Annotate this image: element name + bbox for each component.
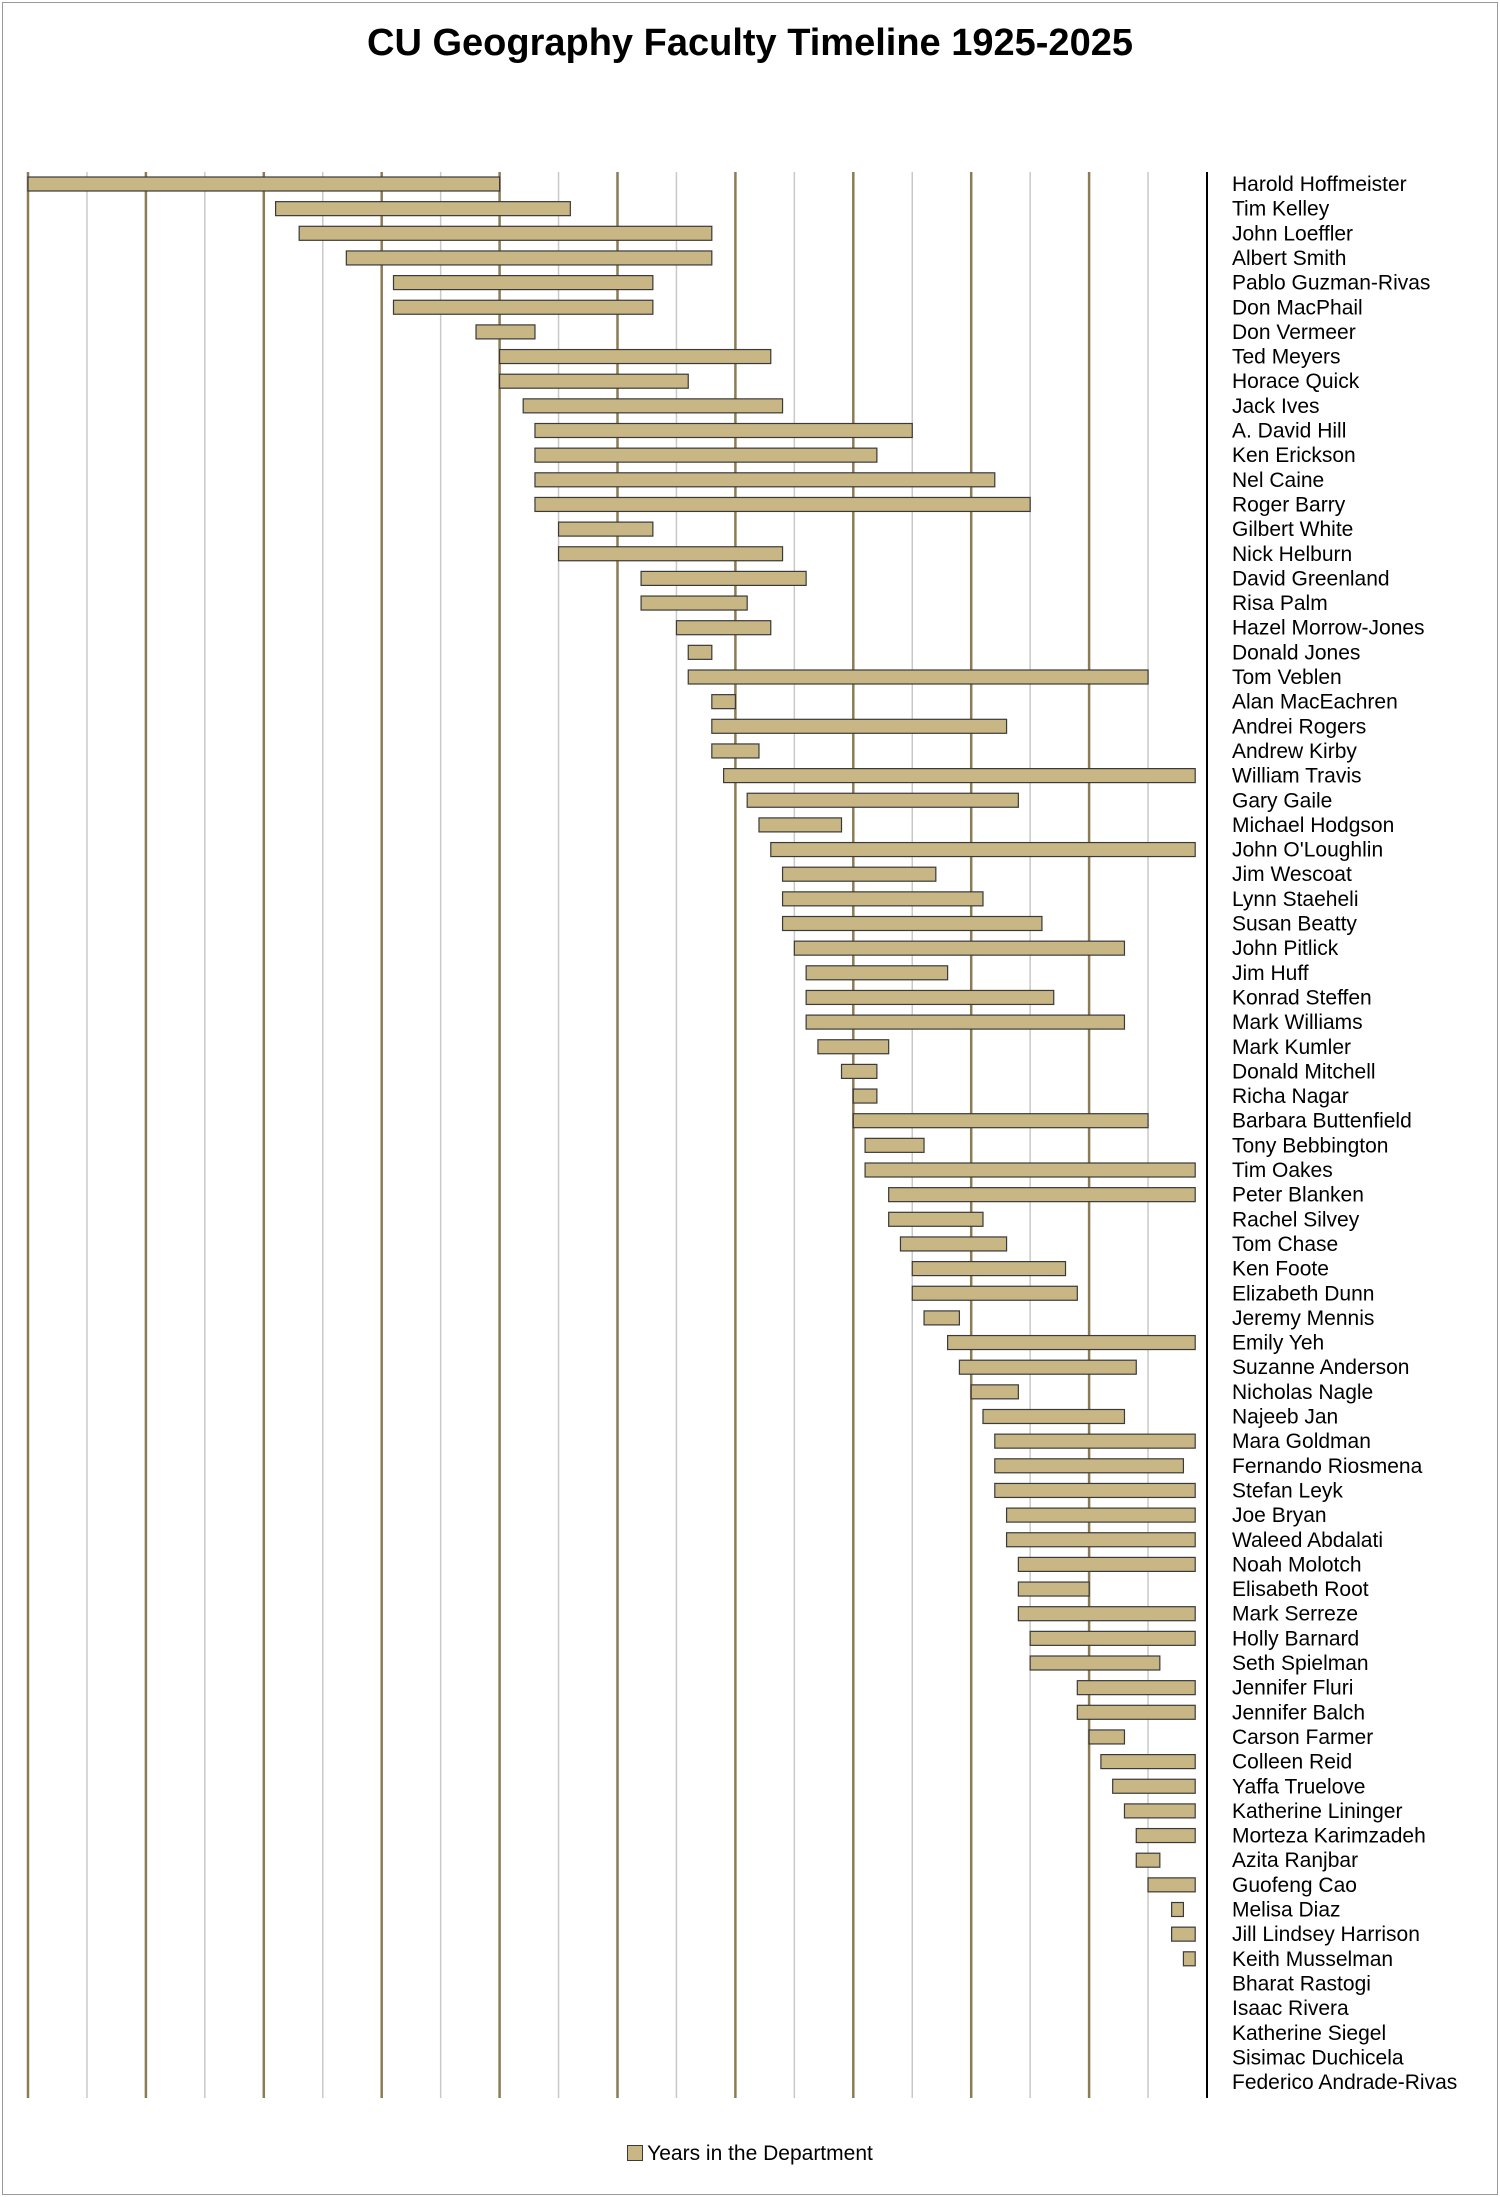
faculty-name-label: Elisabeth Root — [1232, 1578, 1369, 1602]
faculty-name-label: Holly Barnard — [1232, 1627, 1360, 1651]
tenure-bar — [688, 670, 1148, 684]
faculty-name-label: Mark Kumler — [1232, 1035, 1352, 1059]
tenure-bar — [346, 251, 711, 265]
faculty-name-label: Barbara Buttenfield — [1232, 1109, 1412, 1133]
faculty-name-label: Stefan Leyk — [1232, 1479, 1343, 1503]
faculty-name-label: Konrad Steffen — [1232, 986, 1372, 1010]
faculty-name-label: Ted Meyers — [1232, 345, 1341, 369]
faculty-name-label: Azita Ranjbar — [1232, 1849, 1359, 1873]
tenure-bar — [1172, 1903, 1184, 1917]
faculty-name-label: Jeremy Mennis — [1232, 1306, 1375, 1330]
tenure-bar — [641, 596, 747, 610]
faculty-name-label: Hazel Morrow-Jones — [1232, 616, 1425, 640]
faculty-name-label: Nel Caine — [1232, 468, 1325, 492]
faculty-name-label: Colleen Reid — [1232, 1750, 1353, 1774]
faculty-name-label: Donald Mitchell — [1232, 1060, 1376, 1084]
faculty-name-label: Seth Spielman — [1232, 1652, 1369, 1675]
tenure-bar — [1148, 1878, 1195, 1892]
tenure-bar — [995, 1459, 1184, 1473]
faculty-name-label: Gary Gaile — [1232, 789, 1333, 813]
tenure-bar — [712, 744, 759, 758]
faculty-name-label: Katherine Siegel — [1232, 2021, 1387, 2045]
faculty-name-label: John O'Loughlin — [1232, 838, 1384, 862]
faculty-name-label: Morteza Karimzadeh — [1232, 1824, 1426, 1848]
faculty-name-label: Susan Beatty — [1232, 912, 1357, 936]
tenure-bar — [1018, 1582, 1089, 1596]
tenure-bar — [1030, 1656, 1160, 1670]
faculty-name-label: Carson Farmer — [1232, 1725, 1374, 1749]
tenure-bar — [724, 769, 1196, 783]
tenure-bar — [712, 719, 1007, 733]
tenure-bar — [393, 276, 652, 290]
tenure-bar — [1172, 1927, 1196, 1941]
faculty-name-label: Nick Helburn — [1232, 542, 1353, 566]
tenure-bar — [794, 941, 1124, 955]
faculty-name-label: Don Vermeer — [1232, 320, 1356, 344]
faculty-name-label: Donald Jones — [1232, 641, 1361, 665]
tenure-bar — [853, 1089, 877, 1103]
faculty-name-label: Melisa Diaz — [1232, 1898, 1341, 1922]
tenure-bar — [1077, 1681, 1195, 1695]
faculty-name-label: Federico Andrade-Rivas — [1232, 2071, 1458, 2095]
faculty-name-label: Andrei Rogers — [1232, 715, 1367, 739]
tenure-bar — [806, 966, 947, 980]
tenure-bar — [1136, 1829, 1195, 1843]
faculty-name-label: Harold Hoffmeister — [1232, 173, 1407, 196]
faculty-name-label: Tony Bebbington — [1232, 1134, 1389, 1158]
tenure-bar — [1136, 1853, 1160, 1867]
faculty-name-label: John Loeffler — [1232, 222, 1354, 246]
faculty-name-label: A. David Hill — [1232, 419, 1347, 443]
tenure-bar — [806, 1015, 1124, 1029]
faculty-name-label: Richa Nagar — [1232, 1085, 1349, 1109]
tenure-bar — [1030, 1631, 1195, 1645]
faculty-name-label: Peter Blanken — [1232, 1183, 1364, 1207]
faculty-name-label: Gilbert White — [1232, 518, 1354, 542]
tenure-bar — [783, 892, 983, 906]
tenure-bar — [971, 1385, 1018, 1399]
faculty-name-label: John Pitlick — [1232, 937, 1339, 961]
faculty-name-label: Katherine Lininger — [1232, 1799, 1403, 1823]
faculty-name-label: Bharat Rastogi — [1232, 1972, 1371, 1996]
faculty-name-label: Ken Foote — [1232, 1257, 1329, 1281]
bars — [28, 177, 1195, 1966]
tenure-bar — [853, 1114, 1148, 1128]
tenure-bar — [889, 1188, 1196, 1202]
faculty-name-label: Yaffa Truelove — [1232, 1775, 1366, 1799]
tenure-bar — [535, 424, 912, 438]
faculty-name-label: Guofeng Cao — [1232, 1873, 1357, 1897]
tenure-bar — [783, 867, 936, 881]
faculty-name-label: Pablo Guzman-Rivas — [1232, 271, 1431, 295]
tenure-bar — [712, 695, 736, 709]
tenure-bar — [912, 1262, 1065, 1276]
faculty-name-label: Jim Huff — [1232, 961, 1309, 985]
faculty-name-label: Fernando Riosmena — [1232, 1454, 1423, 1478]
faculty-name-label: Sisimac Duchicela — [1232, 2046, 1404, 2070]
faculty-name-label: Keith Musselman — [1232, 1947, 1394, 1971]
tenure-bar — [28, 177, 500, 191]
tenure-bar — [476, 325, 535, 339]
tenure-bar — [500, 350, 771, 364]
faculty-name-label: Tim Kelley — [1232, 197, 1330, 221]
faculty-name-label: Joe Bryan — [1232, 1504, 1327, 1528]
faculty-name-label: Rachel Silvey — [1232, 1208, 1360, 1232]
faculty-name-label: Tom Veblen — [1232, 666, 1342, 689]
tenure-bar — [924, 1311, 959, 1325]
faculty-name-label: Suzanne Anderson — [1232, 1356, 1410, 1380]
legend-swatch — [627, 2145, 643, 2161]
tenure-bar — [1124, 1804, 1195, 1818]
faculty-name-label: William Travis — [1232, 764, 1362, 788]
tenure-bar — [959, 1360, 1136, 1374]
faculty-name-label: Mark Williams — [1232, 1011, 1363, 1035]
tenure-bar — [1113, 1779, 1196, 1793]
faculty-name-label: Emily Yeh — [1232, 1331, 1325, 1355]
tenure-bar — [865, 1163, 1195, 1177]
tenure-bar — [641, 571, 806, 585]
tenure-bar — [535, 448, 877, 462]
chart-title: CU Geography Faculty Timeline 1925-2025 — [367, 22, 1133, 64]
faculty-name-label: Jennifer Fluri — [1232, 1676, 1354, 1700]
tenure-bar — [1007, 1533, 1196, 1547]
faculty-name-label: Ken Erickson — [1232, 444, 1356, 468]
faculty-name-label: Jill Lindsey Harrison — [1232, 1923, 1420, 1947]
faculty-name-label: Roger Barry — [1232, 493, 1346, 517]
faculty-name-label: Najeeb Jan — [1232, 1405, 1339, 1429]
tenure-bar — [912, 1286, 1077, 1300]
legend-label: Years in the Department — [647, 2142, 873, 2165]
faculty-name-label: Horace Quick — [1232, 370, 1360, 394]
tenure-bar — [1183, 1952, 1195, 1966]
faculty-name-label: Noah Molotch — [1232, 1553, 1362, 1577]
tenure-bar — [771, 843, 1195, 857]
tenure-bar — [535, 497, 1030, 511]
tenure-bar — [523, 399, 782, 413]
tenure-bar — [948, 1336, 1196, 1350]
tenure-bar — [747, 793, 1018, 807]
tenure-bar — [276, 202, 571, 216]
tenure-bar — [1007, 1508, 1196, 1522]
tenure-bar — [500, 374, 689, 388]
tenure-bar — [1018, 1607, 1195, 1621]
tenure-bar — [1077, 1705, 1195, 1719]
tenure-bar — [995, 1483, 1195, 1497]
tenure-bar — [676, 621, 770, 635]
tenure-bar — [983, 1410, 1124, 1424]
tenure-bar — [900, 1237, 1006, 1251]
faculty-name-label: Don MacPhail — [1232, 296, 1363, 320]
tenure-bar — [1101, 1755, 1195, 1769]
name-labels — [1232, 173, 1457, 2094]
faculty-name-label: Jack Ives — [1232, 394, 1320, 418]
faculty-name-label: Waleed Abdalati — [1232, 1528, 1383, 1552]
tenure-bar — [783, 917, 1042, 931]
tenure-bar — [759, 818, 842, 832]
tenure-bar — [865, 1138, 924, 1152]
tenure-bar — [806, 990, 1054, 1004]
faculty-name-label: Jim Wescoat — [1232, 863, 1352, 887]
tenure-bar — [559, 522, 653, 536]
faculty-name-label: Andrew Kirby — [1232, 739, 1357, 763]
tenure-bar — [688, 645, 712, 659]
faculty-name-label: Alan MacEachren — [1232, 690, 1398, 714]
faculty-name-label: Tom Chase — [1232, 1232, 1339, 1256]
faculty-name-label: Lynn Staeheli — [1232, 887, 1359, 911]
tenure-bar — [535, 473, 995, 487]
faculty-name-label: Tim Oakes — [1232, 1159, 1333, 1182]
tenure-bar — [889, 1212, 983, 1226]
faculty-name-label: Mark Serreze — [1232, 1602, 1359, 1626]
tenure-bar — [818, 1040, 889, 1054]
tenure-bar — [1089, 1730, 1124, 1744]
tenure-bar — [842, 1064, 877, 1078]
faculty-name-label: Mara Goldman — [1232, 1430, 1371, 1454]
faculty-name-label: Jennifer Balch — [1232, 1701, 1366, 1725]
faculty-name-label: Nicholas Nagle — [1232, 1380, 1374, 1404]
tenure-bar — [559, 547, 783, 561]
legend — [0, 2142, 1500, 2166]
tenure-bar — [1018, 1557, 1195, 1571]
tenure-bar — [393, 300, 652, 314]
tenure-bar — [299, 226, 712, 240]
faculty-name-label: Albert Smith — [1232, 246, 1347, 270]
faculty-name-label: David Greenland — [1232, 567, 1390, 591]
tenure-bar — [995, 1434, 1195, 1448]
faculty-name-label: Michael Hodgson — [1232, 813, 1395, 837]
faculty-name-label: Elizabeth Dunn — [1232, 1282, 1375, 1306]
faculty-name-label: Risa Palm — [1232, 592, 1328, 616]
faculty-name-label: Isaac Rivera — [1232, 1997, 1349, 2021]
